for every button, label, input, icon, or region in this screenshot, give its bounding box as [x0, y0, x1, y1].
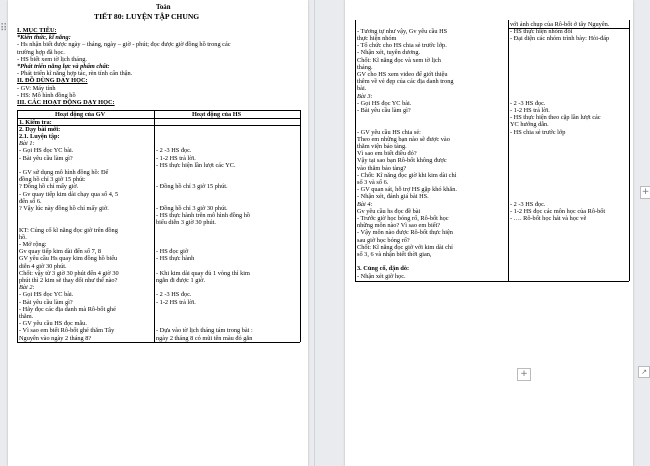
teacher-activity-line: - Vì sao em biết Rô-bốt ghé thăm Tây — [19, 327, 115, 335]
student-activity-line: - 1-2 HS trả lời. — [156, 154, 196, 162]
add-column-button[interactable]: + — [641, 187, 650, 197]
teacher-activity-line: - Nhận xét, đánh giá bài HS. — [357, 193, 429, 201]
teacher-activity-line: - GV yêu cầu HS đọc mẫu. — [19, 320, 87, 328]
teacher-activity-line: Chốt: Kĩ năng đọc và xem tờ lịch — [357, 56, 441, 64]
student-activity-line: - HS thực hành — [156, 255, 195, 263]
teacher-activity-line: - Tổ chức cho HS chia sẻ trước lớp. — [357, 42, 447, 50]
student-activity-line: - 1-2 HS trả lời. — [156, 298, 196, 306]
student-activity-line: - 1-2 HS trả lời. — [510, 106, 550, 114]
student-activity-line: - HS thực hiện lần lượt các YC. — [156, 161, 236, 169]
table-header-divider — [17, 118, 300, 119]
table-border-left — [17, 110, 18, 342]
teacher-activity-line: đến số 6. — [19, 197, 42, 205]
teacher-activity-line: - Bài yêu cầu làm gì? — [357, 106, 411, 114]
teacher-activity-line: - Tương tự như vậy, Gv yêu cầu HS — [357, 27, 448, 35]
student-activity-line: - Đồng hồ chỉ 3 giờ 15 phút. — [156, 183, 228, 191]
document-page-right — [345, 0, 633, 466]
student-activity-line: YC hướng dẫn. — [510, 121, 549, 129]
expand-icon[interactable]: ↗ — [638, 366, 650, 378]
teacher-activity-line: - Gọi HS đọc YC bài. — [19, 291, 74, 299]
objective-line: I. MỤC TIÊU: — [17, 27, 57, 34]
objective-line: *Kiến thức, kĩ năng: — [17, 34, 71, 42]
table-column-divider — [154, 110, 155, 342]
teacher-activity-line: vào thăm bảo tàng? — [357, 164, 407, 172]
teacher-activity-line: - Nhận xét giờ học. — [357, 272, 406, 280]
teacher-activity-line: thực hiện nhóm — [357, 34, 397, 42]
objective-line: - HS: Mô hình đồng hồ — [17, 91, 76, 99]
table-border-bottom — [355, 281, 629, 282]
objective-line: - Phát triển kĩ năng hợp tác, rèn tính cẩn thận. — [17, 70, 133, 78]
teacher-activity-line: số 3, 6 và nhận biết thời gian, — [357, 250, 432, 258]
lesson-title: TIẾT 80: LUYỆN TẬP CHUNG — [94, 12, 200, 21]
student-activity-line: biểu diễn 3 giờ 30 phút. — [156, 219, 216, 227]
sidebar-divider — [314, 0, 315, 466]
teacher-activity-line: - GV yêu cầu HS chia sẻ: — [357, 128, 421, 136]
student-activity-line: - Khi kim dài quay đủ 1 vòng thì kim — [156, 269, 250, 277]
teacher-activity-line: ? Vậy lúc này đồng hồ chỉ mấy giờ. — [19, 204, 109, 212]
student-activity-line: - 2 -3 HS đọc. — [510, 99, 546, 107]
teacher-activity-line: GV cho HS xem video để giới thiệu — [357, 70, 448, 78]
teacher-activity-line: Bài 4: — [357, 200, 373, 208]
teacher-activity-line: Gv yêu cầu hs đọc đề bài — [357, 207, 421, 215]
student-activity-line: - …. Rô-bốt học hát và học vẽ — [510, 214, 587, 222]
teacher-activity-line: hồ. — [19, 233, 27, 241]
table-header-gv: Hoạt động của GV — [55, 110, 106, 118]
teacher-activity-line: - Mở rộng: — [19, 240, 47, 248]
teacher-activity-line: Chốt: Kĩ năng đọc giờ với kim dài chỉ — [357, 243, 453, 251]
teacher-activity-line: thăm. — [19, 312, 34, 320]
teacher-activity-line: - Chốt: Kĩ năng đọc giờ khi kim dài chỉ — [357, 171, 457, 179]
document-page-left — [8, 0, 308, 466]
teacher-activity-line: Vì sao em biết điều đó? — [357, 150, 417, 158]
student-activity-line: - 2 -3 HS đọc. — [156, 291, 192, 299]
teacher-activity-line: Gv quay tiếp kim dài đến số 7, 8 — [19, 248, 102, 256]
teacher-activity-line: - Trước giờ học bóng rổ, Rô-bốt học — [357, 214, 449, 222]
teacher-activity-line: Nguyên vào ngày 2 tháng 8? — [19, 334, 92, 342]
teacher-activity-line: ? Đồng hồ chỉ mấy giờ. — [19, 183, 79, 191]
table-border-left — [355, 20, 356, 281]
teacher-activity-line: GV yêu cầu Hs quay kim đồng hồ biểu — [19, 255, 118, 263]
teacher-activity-line: những môn nào? Vì sao em biết? — [357, 222, 441, 230]
student-activity-line: - 2 -3 HS đọc. — [510, 200, 546, 208]
teacher-activity-line: 2.1. Luyện tập: — [19, 132, 60, 140]
subject-label: Toán — [156, 4, 171, 11]
teacher-activity-line: - Gọi HS đọc YC bài. — [357, 99, 412, 107]
objective-line: - Hs nhận biết được ngày – tháng, ngày – giờ - phút; đọc được giờ đồng hồ trong các — [17, 41, 231, 49]
teacher-activity-line: 3. Củng cố, dặn dò: — [357, 265, 410, 273]
student-activity-line: - HS thực hành trên mô hình đồng hồ — [156, 212, 251, 220]
objective-line: - GV: Máy tính — [17, 84, 56, 92]
student-activity-line: - Đại diện các nhóm trình bày: Hỏi-đáp — [510, 34, 610, 42]
student-activity-line: - HS chia sẻ trước lớp — [510, 128, 566, 136]
teacher-activity-line: - Bài yêu cầu làm gì? — [19, 298, 73, 306]
teacher-activity-line: - Gv quay tiếp kim dài chạy qua số 4, 5 — [19, 190, 119, 198]
drag-handle-icon[interactable]: ⠿ — [0, 23, 8, 34]
student-activity-line: - HS thực hiện nhóm đôi — [510, 27, 573, 35]
objective-line: III. CÁC HOẠT ĐỘNG DẠY HỌC: — [17, 99, 115, 106]
teacher-activity-line: - Gọi HS đọc YC bài. — [19, 147, 74, 155]
add-row-button[interactable]: + — [517, 368, 531, 381]
teacher-activity-line: - GV sử dụng mô hình đồng hồ: Để — [19, 168, 109, 176]
objective-line: II. ĐỒ DÙNG DẠY HỌC: — [17, 77, 88, 85]
objective-line: trường hợp đã học. — [17, 48, 65, 56]
teacher-activity-line: - Hãy đọc các địa danh mà Rô-bốt ghé — [19, 305, 116, 313]
objective-line: - HS biết xem tờ lịch tháng. — [17, 55, 87, 63]
teacher-activity-line: thăm viện bảo tàng. — [357, 142, 407, 150]
teacher-activity-line: - Nhận xét, tuyên dương. — [357, 49, 421, 57]
student-activity-line: ngày 2 tháng 8 có mũi tên màu đỏ gắn — [156, 334, 253, 342]
teacher-activity-line: sau giờ học bóng rổ? — [357, 236, 410, 244]
teacher-activity-line: - Bài yêu cầu làm gì? — [19, 154, 73, 162]
student-activity-line: - Đồng hồ chỉ 3 giờ 30 phút. — [156, 204, 228, 212]
teacher-activity-line: phút thì 2 kim sẽ thay đổi như thế nào? — [19, 276, 118, 284]
teacher-activity-line: Vậy tại sao bạn Rô-bốt không được — [357, 157, 447, 165]
student-activity-line: - HS thực hiện theo cặp lần lượt các — [510, 114, 601, 122]
table-border-right — [300, 110, 301, 342]
teacher-activity-line: Bài 2: — [19, 284, 35, 292]
teacher-activity-line: Chốt: vậy từ 3 giờ 30 phút đến 4 giờ 30 — [19, 269, 119, 277]
teacher-activity-line: Bài 1: — [19, 140, 35, 148]
table-border-bottom — [17, 342, 300, 343]
student-activity-line: với ảnh chụp của Rô-bốt ở tây Nguyên. — [510, 20, 610, 28]
teacher-activity-line: bài. — [357, 85, 367, 93]
student-activity-line: - Dựa vào tờ lịch tháng tám trong bài : — [156, 327, 253, 335]
teacher-activity-line: số 3 và số 6. — [357, 178, 389, 186]
table-border-right — [629, 20, 630, 281]
teacher-activity-line: thêm về vẻ đẹp của các địa danh trong — [357, 78, 454, 86]
student-activity-line: - 2 -3 HS đọc. — [156, 147, 192, 155]
table-header-hs: Hoạt động của HS — [192, 110, 242, 118]
table-column-divider — [508, 20, 509, 281]
teacher-activity-line: Theo em những bạn nào sẽ được vào — [357, 135, 450, 143]
teacher-activity-line: - GV quan sát, hỗ trợ HS gặp khó khăn. — [357, 186, 457, 194]
teacher-activity-line: tháng. — [357, 63, 373, 71]
teacher-activity-line: đồng hồ chỉ 3 giờ 15 phút: — [19, 176, 86, 184]
teacher-activity-line: KT: Củng cố kĩ năng đọc giờ trên đồng — [19, 226, 118, 234]
student-activity-line: - 1-2 HS đọc các môn học của Rô-bốt — [510, 207, 606, 215]
student-activity-line: ngắn đi được 1 giờ. — [156, 276, 206, 284]
teacher-activity-line: diễn 4 giờ 30 phút. — [19, 262, 67, 270]
teacher-activity-line: Bài 3: — [357, 92, 373, 100]
student-activity-line: - HS đọc giờ — [156, 248, 189, 256]
teacher-activity-line: 1. Kiểm tra: — [19, 118, 52, 126]
teacher-activity-line: 2. Dạy bài mới: — [19, 125, 61, 133]
teacher-activity-line: - Vậy môn nào được Rô-bốt thực hiện — [357, 229, 453, 237]
objective-line: *Phát triển năng lực và phẩm chất: — [17, 63, 110, 70]
